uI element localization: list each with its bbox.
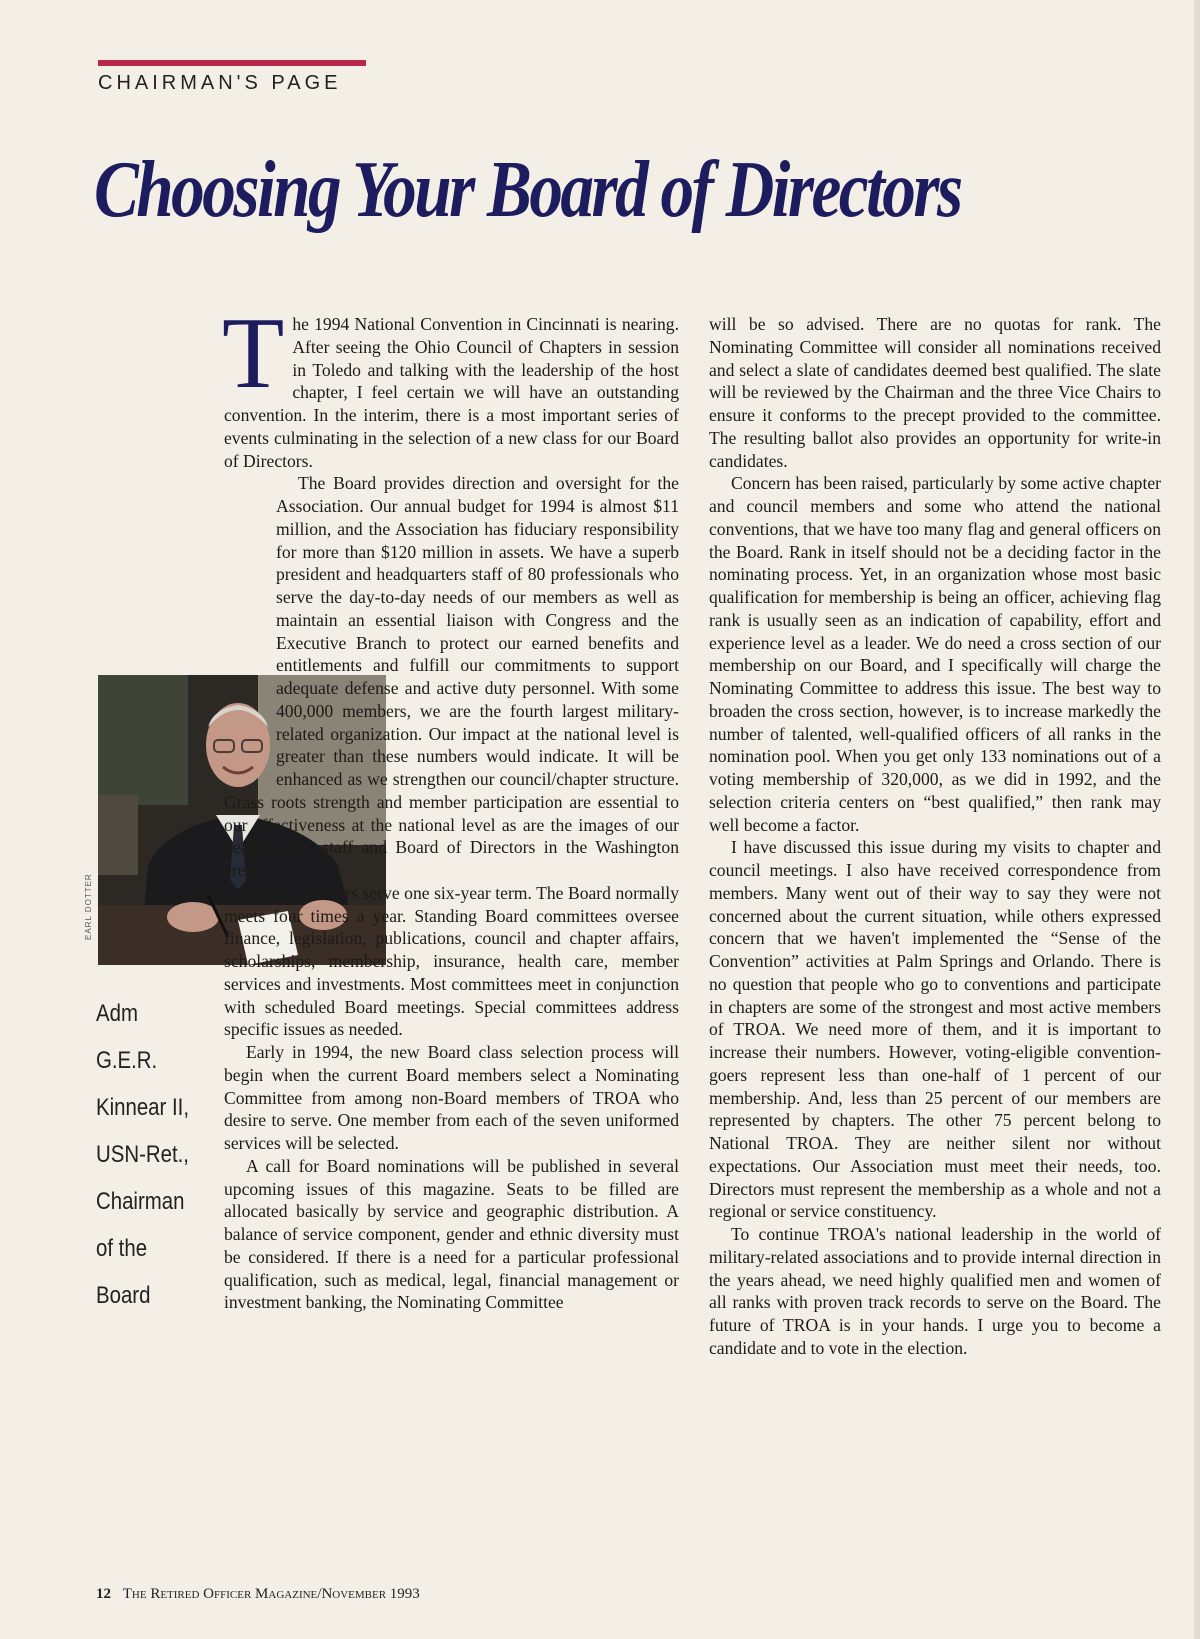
page-footer: [96, 1586, 420, 1603]
article-paragraph: [222, 297, 679, 472]
paragraph-text: The Board provides direction and oversight for the Association. Our annual budget for 1994 is almost $11 million, and the Association has fiduciary responsibility for more than $120 million in assets. We have a superb president and headquarters staff of 80 professionals who serve the day-to-day needs of our members as well as maintain an essential liaison with Congress and the Executive Branch to protect our earned benefits and entitlements and fulfill our commitments to support adequate defense and active duty personnel. With some 400,000 members, we are the fourth largest military-related organization. Our impact at the national level is greater than these numbers would indicate. It will be enhanced as we strengthen our council/chapter structure. Grass roots strength and member participation are essential to our effectiveness at the national level as are the images of our headquarters staff and Board of Directors in the Washington arena.: [224, 473, 679, 880]
article-paragraph: Concern has been raised, particularly by some active chapter and council members and some who attend the national conventions, that we have too many flag and general officers on the Board. Rank in itself should not be a deciding factor in the nominating process. Yet, in an organization whose most basic qualification for membership is being an officer, achieving flag rank is usually seen as an indication of capability, effort and experience level as a leader. We do need a cross section of our membership on our Board, and I specifically will charge the Nominating Committee to address this issue. The best way to broaden the cross section, however, is to increase markedly the number of talented, well-qualified officers of all ranks in the nomination pool. When you get only 133 nominations out of a voting membership of 320,000, as we did in 1992, and the selection criteria centers on “best qualified,” then rank may well become a factor.: [709, 473, 1161, 835]
article-paragraph: Board members serve one six-year term. The Board normally meets four times a year. Standing Board committees oversee finance, legislation, publications, council and chapter affairs, scholarships, membership, insurance, health care, member services and investments. Most committees meet in conjunction with scheduled Board meetings. Special committees address specific issues as needed.: [224, 882, 679, 1040]
photo-caption: [96, 990, 190, 1319]
article-column-right: [709, 313, 1161, 1360]
page-title: Choosing Your Board of Directors: [94, 146, 961, 234]
publication-line: The Retired Officer Magazine/November 1993: [122, 1586, 420, 1602]
drop-cap: T: [222, 297, 285, 410]
article-paragraph: A call for Board nominations will be published in several upcoming issues of this magazine. Seats to be filled are allocated basically by service and geographic distribution. A balance of service component, gender and ethnic diversity must be considered. If there is a need for a particular professional qualification, such as medical, legal, financial management or investment banking, the Nominating Committee: [224, 1155, 679, 1313]
article-paragraph: Early in 1994, the new Board class selection process will begin when the current Board members select a Nominating Committee from among non-Board members of TROA who desire to serve. One member from each of the seven uniformed services will be selected.: [224, 1042, 679, 1153]
photo-credit: EARL DOTTER: [84, 873, 93, 940]
paragraph-text: he 1994 National Convention in Cincinnati is nearing. After seeing the Ohio Council of Chapters in session in Toledo and talking with the leadership of the host chapter, I feel certain we will have an outstanding convention. In the interim, there is a most important series of events culminating in the selection of a new class for our Board of Directors.: [224, 314, 679, 471]
page-number: 12: [96, 1586, 111, 1602]
caption-line: Kinnear II,: [96, 1094, 189, 1121]
caption-line: USN-Ret.,: [96, 1141, 189, 1168]
section-accent-rule: [98, 60, 366, 66]
article-column-left: [222, 297, 679, 1314]
caption-line: Chairman: [96, 1188, 185, 1215]
page-edge-shadow: [1194, 0, 1200, 1639]
caption-line: Adm G.E.R.: [96, 1000, 158, 1074]
section-label: CHAIRMAN'S PAGE: [98, 72, 342, 94]
photo-wrap-space: [96, 472, 276, 778]
article-paragraph: To continue TROA's national leadership in the world of military-related associations and to provide internal direction in the years ahead, we need highly qualified men and women of all ranks with proven track records to serve on the Board. The future of TROA is in your hands. I urge you to become a candidate and to vote in the election.: [709, 1224, 1161, 1358]
caption-line: Board: [96, 1282, 151, 1309]
caption-line: of the: [96, 1235, 148, 1262]
article-paragraph: I have discussed this issue during my visits to chapter and council meetings. I also have received correspondence from members. Many went out of their way to say they were not concerned about the current situation, while others expressed concern that we haven't implemented the “Sense of the Convention” activities at Palm Springs and Orlando. There is no question that people who go to conventions and participate in chapters are some of the strongest and most active members of TROA. We need more of them, and it is important to increase their numbers. However, voting-eligible convention-goers represent less than one-half of 1 percent of our membership. And, less than 25 percent of our members are represented by chapters. The other 75 percent belong to National TROA. They are neither silent nor without expectations. Our Association must meet their needs, too. Directors must represent the membership as a whole and not a regional or service constituency.: [709, 837, 1161, 1222]
article-paragraph: [224, 472, 679, 882]
article-paragraph: will be so advised. There are no quotas for rank. The Nominating Committee will consider all nominations received and select a slate of candidates deemed best qualified. The slate will be reviewed by the Chairman and the three Vice Chairs to ensure it conforms to the precept provided to the committee. The resulting ballot also provides an opportunity for write-in candidates.: [709, 314, 1161, 471]
